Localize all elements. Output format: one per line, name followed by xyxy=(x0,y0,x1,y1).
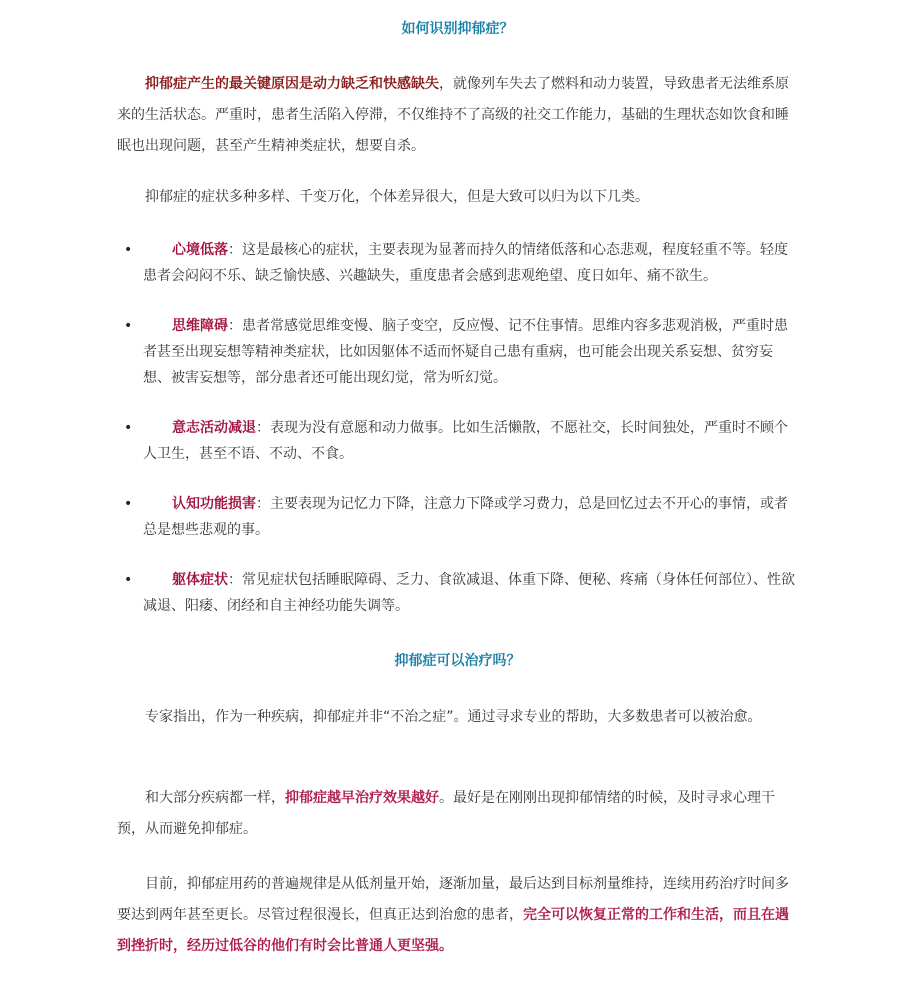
bullet-icon: • xyxy=(124,318,133,334)
medication-before: 目前，抑郁症用药的普遍规律是从低剂量开始，逐渐加量，最后达到目标剂量维持，连续用药治疗时间多要达到两年甚至更长。尽管过程很漫长，但真正达到治愈的患者， xyxy=(117,876,789,923)
symptom-list xyxy=(117,237,798,619)
symptom-term: 心境低落 xyxy=(172,242,228,258)
early-highlight: 抑郁症越早治疗效果越好 xyxy=(285,790,439,806)
symptom-term: 躯体症状 xyxy=(172,572,228,588)
bullet-icon: • xyxy=(124,572,133,588)
symptom-item xyxy=(117,491,798,543)
symptom-item xyxy=(117,237,798,289)
symptom-term: 思维障碍 xyxy=(172,318,228,334)
symptom-item xyxy=(117,313,798,391)
symptom-item xyxy=(117,567,798,619)
medication-paragraph xyxy=(117,869,798,962)
intro-highlight: 抑郁症产生的最关键原因是动力缺乏和快感缺失 xyxy=(145,76,439,92)
early-before: 和大部分疾病都一样， xyxy=(145,790,285,806)
intro-paragraph xyxy=(117,69,798,162)
section-title-treatment: 抑郁症可以治疗吗？ xyxy=(394,653,521,669)
symptom-desc: ：常见症状包括睡眠障碍、乏力、食欲减退、体重下降、便秘、疼痛（身体任何部位）、性欲减退、阳痿、闭经和自主神经功能失调等。 xyxy=(143,572,795,614)
section-title-identify: 如何识别抑郁症？ xyxy=(401,21,514,37)
symptom-desc: ：表现为没有意愿和动力做事。比如生活懒散，不愿社交，长时间独处，严重时不顾个人卫生，甚至不语、不动、不食。 xyxy=(143,420,788,462)
early-treatment-paragraph xyxy=(117,783,798,845)
medication-highlight: 完全可以恢复正常的工作和生活，而且在遇到挫折时，经历过低谷的他们有时会比普通人更坚强。 xyxy=(117,907,789,954)
early-after: 。最好是在刚刚出现抑郁情绪的时候，及时寻求心理干预，从而避免抑郁症。 xyxy=(117,790,775,837)
expert-paragraph: 专家指出，作为一种疾病，抑郁症并非“不治之症”。通过寻求专业的帮助，大多数患者可以被治愈。 xyxy=(145,709,762,725)
bullet-icon: • xyxy=(124,420,133,436)
summary-paragraph: 抑郁症的症状多种多样、千变万化，个体差异很大，但是大致可以归为以下几类。 xyxy=(145,189,649,205)
symptom-term: 意志活动减退 xyxy=(172,420,256,436)
symptom-desc: ：主要表现为记忆力下降，注意力下降或学习费力，总是回忆过去不开心的事情，或者总是想些悲观的事。 xyxy=(143,496,788,538)
intro-rest: ，就像列车失去了燃料和动力装置，导致患者无法维系原来的生活状态。严重时，患者生活陷入停滞，不仅维持不了高级的社交工作能力，基础的生理状态如饮食和睡眠也出现问题，甚至产生精神类症状，想要自杀。 xyxy=(117,76,789,154)
symptom-term: 认知功能损害 xyxy=(172,496,256,512)
symptom-item xyxy=(117,415,798,467)
bullet-icon: • xyxy=(124,242,133,258)
symptom-desc: ：患者常感觉思维变慢、脑子变空，反应慢、记不住事情。思维内容多悲观消极，严重时患者甚至出现妄想等精神类症状，比如因躯体不适而怀疑自己患有重病，也可能会出现关系妄想、贫穷妄想、被害妄想等，部分患者还可能出现幻觉，常为听幻觉。 xyxy=(143,318,788,386)
symptom-desc: ：这是最核心的症状，主要表现为显著而持久的情绪低落和心态悲观，程度轻重不等。轻度患者会闷闷不乐、缺乏愉快感、兴趣缺失，重度患者会感到悲观绝望、度日如年、痛不欲生。 xyxy=(143,242,788,284)
bullet-icon: • xyxy=(124,496,133,512)
